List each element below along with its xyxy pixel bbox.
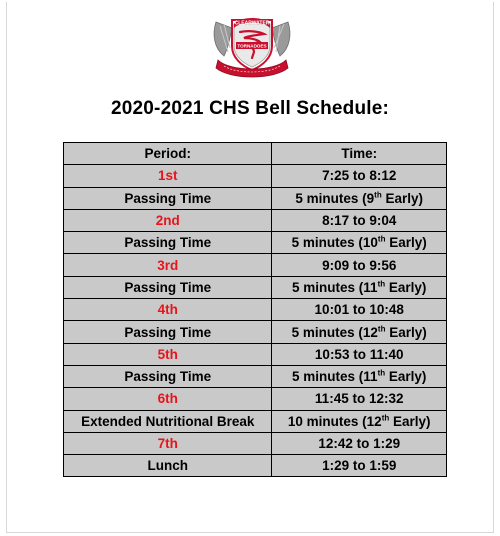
- time-cell: 12:42 to 1:29: [272, 432, 447, 454]
- period-cell: 7th: [64, 432, 272, 454]
- period-cell: 5th: [64, 343, 272, 365]
- period-cell: 1st: [64, 165, 272, 187]
- time-cell: 8:17 to 9:04: [272, 209, 447, 231]
- time-cell: [272, 410, 447, 432]
- period-cell: Passing Time: [64, 276, 272, 298]
- table-row: [64, 455, 447, 477]
- table-row: [64, 410, 447, 432]
- time-ordinal: th: [377, 279, 386, 289]
- time-text: 10 minutes (12: [287, 413, 382, 429]
- table-header-row: [64, 143, 447, 165]
- logo-banner-text: TORNADOES: [237, 43, 267, 49]
- table-row: [64, 232, 447, 254]
- time-text: Early): [385, 324, 427, 340]
- time-cell: 7:25 to 8:12: [272, 165, 447, 187]
- time-ordinal: th: [377, 324, 386, 334]
- header-time: Time:: [272, 143, 447, 165]
- time-cell: [272, 232, 447, 254]
- time-text: Early): [385, 279, 427, 295]
- table-row: [64, 388, 447, 410]
- table-row: [64, 254, 447, 276]
- period-cell: Passing Time: [64, 232, 272, 254]
- time-cell: 1:29 to 1:59: [272, 455, 447, 477]
- logo-top-text: CLEARWATER: [234, 20, 270, 27]
- period-cell: 3rd: [64, 254, 272, 276]
- time-cell: 10:53 to 11:40: [272, 343, 447, 365]
- table-row: [64, 343, 447, 365]
- period-cell: Extended Nutritional Break: [64, 410, 272, 432]
- time-cell: [272, 276, 447, 298]
- time-text: 5 minutes (12: [291, 324, 378, 340]
- header-period: Period:: [64, 143, 272, 165]
- table-row: [64, 187, 447, 209]
- time-cell: 10:01 to 10:48: [272, 299, 447, 321]
- time-text: Early): [385, 369, 427, 385]
- time-text: 5 minutes (9: [295, 190, 375, 206]
- time-cell: 9:09 to 9:56: [272, 254, 447, 276]
- period-cell: Passing Time: [64, 321, 272, 343]
- time-cell: [272, 187, 447, 209]
- period-cell: 2nd: [64, 209, 272, 231]
- time-text: Early): [385, 235, 427, 251]
- time-cell: 11:45 to 12:32: [272, 388, 447, 410]
- period-cell: 4th: [64, 299, 272, 321]
- period-cell: 6th: [64, 388, 272, 410]
- time-text: 5 minutes (11: [292, 279, 378, 295]
- period-cell: Lunch: [64, 455, 272, 477]
- time-text: 5 minutes (10: [291, 235, 378, 251]
- time-text: Early): [381, 190, 424, 206]
- time-text: 5 minutes (11: [292, 369, 378, 385]
- table-row: [64, 365, 447, 387]
- time-cell: [272, 321, 447, 343]
- time-ordinal: th: [381, 413, 390, 423]
- table-row: [64, 321, 447, 343]
- period-cell: Passing Time: [64, 365, 272, 387]
- page-title: 2020-2021 CHS Bell Schedule:: [110, 98, 390, 119]
- time-ordinal: th: [377, 234, 386, 244]
- time-cell: [272, 365, 447, 387]
- time-text: Early): [389, 413, 431, 429]
- period-cell: Passing Time: [64, 187, 272, 209]
- table-row: [64, 432, 447, 454]
- table-row: [64, 165, 447, 187]
- time-ordinal: th: [374, 190, 382, 200]
- time-ordinal: th: [377, 368, 386, 378]
- table-row: [64, 209, 447, 231]
- table-row: [64, 276, 447, 298]
- clearwater-tornadoes-crest-icon: [210, 12, 294, 82]
- table-row: [64, 299, 447, 321]
- bell-schedule-table: [63, 142, 447, 477]
